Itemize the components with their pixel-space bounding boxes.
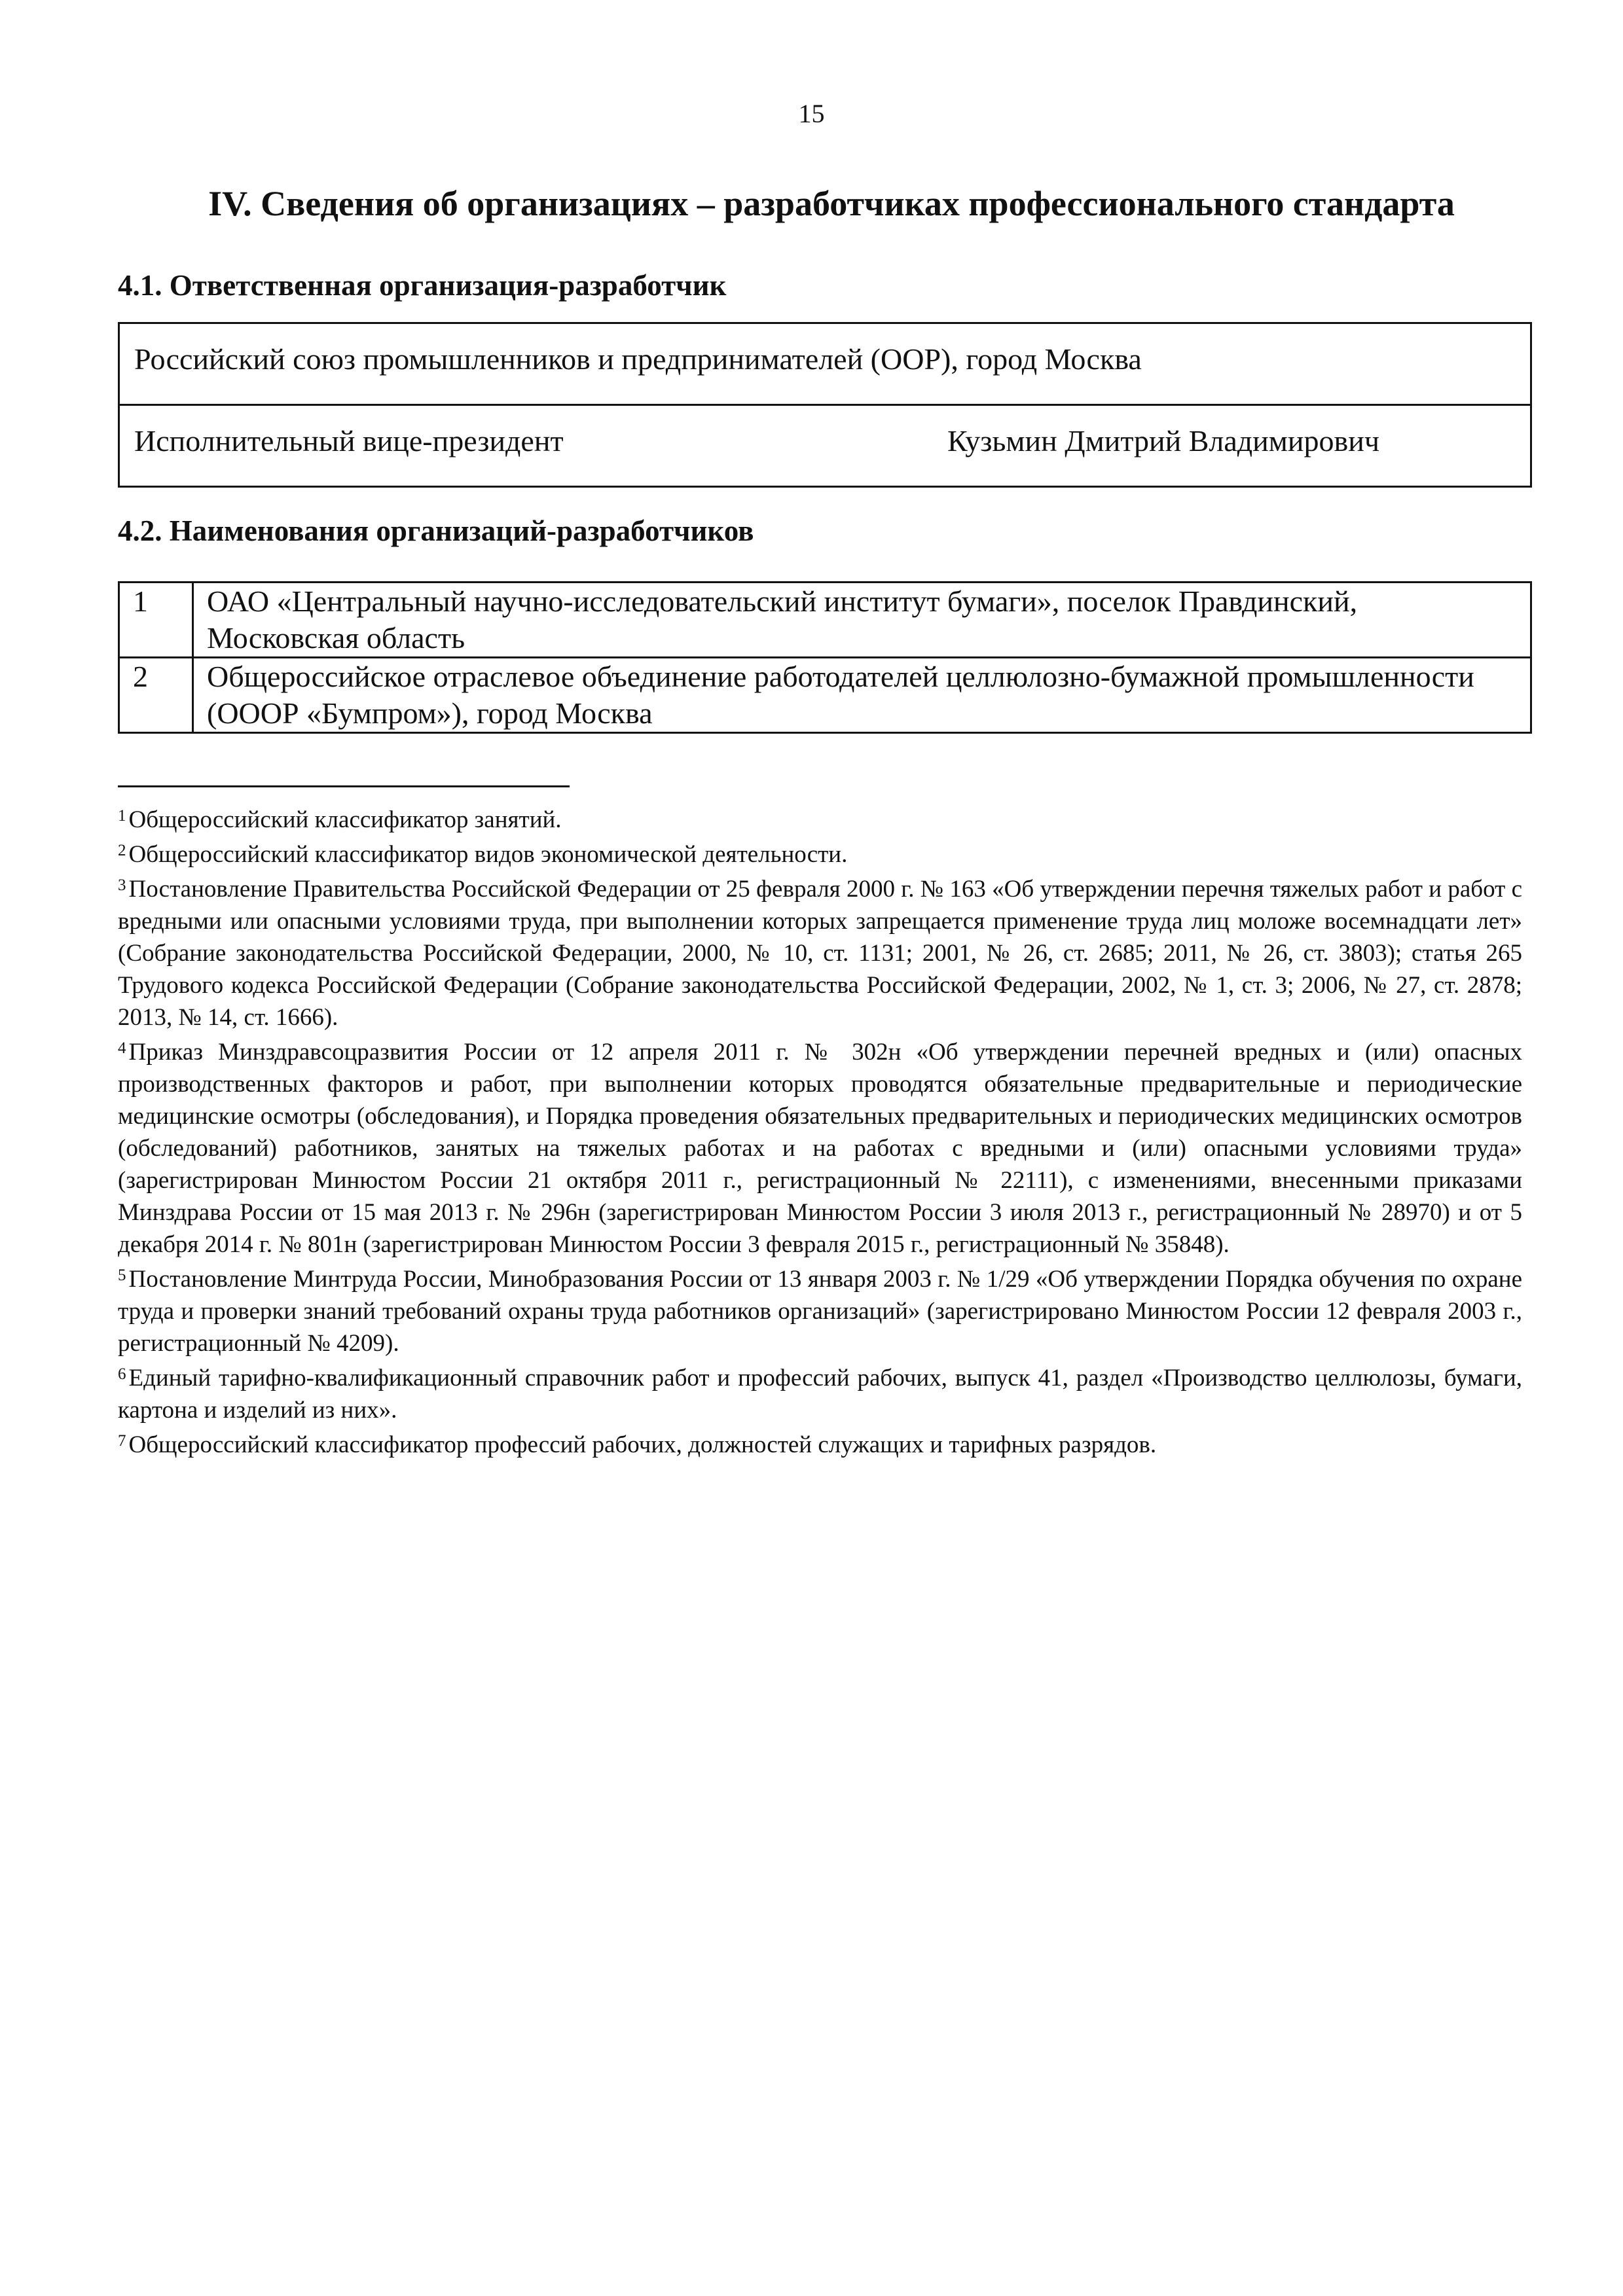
- row-number-cell: 1: [119, 583, 193, 658]
- table-row: [119, 583, 1531, 658]
- footnote-text: Постановление Правительства Российской Федерации от 25 февраля 2000 г. № 163 «Об утверждении перечня тяжелых работ и работ с вредными или опасными условиями труда, при выполнении которых запрещается применение труда лиц моложе восемнадцати лет» (Собрание законодательства Российской Федерации, 2000, № 10, ст. 1131; 2001, № 26, ст. 2685; 2011, № 26, ст. 3803); статья 265 Трудового кодекса Российской Федерации (Собрание законодательства Российской Федерации, 2002, № 1, ст. 3; 2006, № 27, ст. 2878; 2013, № 14, ст. 1666).: [118, 876, 1522, 1031]
- organization-name-cell: Российский союз промышленников и предпринимателей (ООР), город Москва: [119, 323, 1531, 405]
- organization-name-cell: Общероссийское отраслевое объединение работодателей целлюлозно-бумажной промышленности (ОООР «Бумпром»), город Москва: [193, 658, 1531, 733]
- footnote-mark: 4: [118, 1039, 126, 1057]
- head-position-cell: Исполнительный вице-президент: [119, 405, 733, 487]
- footnote-separator: [118, 785, 570, 787]
- footnote-mark: 6: [118, 1365, 126, 1383]
- developer-organizations-table: [118, 581, 1532, 734]
- table-row: [119, 658, 1531, 733]
- footnote: [118, 1429, 1522, 1461]
- footnote: [118, 1362, 1522, 1426]
- footnote-text: Единый тарифно-квалификационный справочник работ и профессий рабочих, выпуск 41, раздел «Производство целлюлозы, бумаги, картона и изделий из них».: [118, 1365, 1522, 1424]
- footnotes: [118, 804, 1522, 1463]
- page-number: 15: [798, 99, 825, 128]
- row-number-cell: 2: [119, 658, 193, 733]
- footnote: [118, 1263, 1522, 1359]
- footnote-text: Общероссийский классификатор видов экономической деятельности.: [128, 841, 848, 868]
- footnote-text: Общероссийский классификатор занятий.: [128, 806, 562, 833]
- footnote: [118, 873, 1522, 1033]
- footnote-mark: 5: [118, 1266, 126, 1284]
- footnote-mark: 3: [118, 876, 126, 894]
- footnote: [118, 804, 1522, 836]
- table-row: [119, 405, 1531, 487]
- footnote: [118, 1036, 1522, 1261]
- responsible-organization-table: [118, 322, 1532, 488]
- footnote-mark: 7: [118, 1432, 126, 1450]
- footnote-mark: 2: [118, 842, 126, 859]
- footnote-text: Постановление Минтруда России, Минобразования России от 13 января 2003 г. № 1/29 «Об утверждении Порядка обучения по охране труда и проверки знаний требований охраны труда работников организаций» (зарегистрировано Минюстом России 12 февраля 2003 г., регистрационный № 4209).: [118, 1266, 1522, 1357]
- head-name-cell: Кузьмин Дмитрий Владимирович: [732, 405, 1531, 487]
- subsection-heading-developers: 4.2. Наименования организаций-разработчиков: [118, 514, 754, 547]
- footnote-text: Приказ Минздравсоцразвития России от 12 апреля 2011 г. № 302н «Об утверждении перечней вредных и (или) опасных производственных факторов и работ, при выполнении которых проводятся обязательные предварительные и периодические медицинские осмотры (обследования), и Порядка проведения обязательных предварительных и периодических медицинских осмотров (обследований) работников, занятых на тяжелых работах и на работах с вредными и (или) опасными условиями труда» (зарегистрирован Минюстом России 21 октября 2011 г., регистрационный № 22111), с изменениями, внесенными приказами Минздрава России от 15 мая 2013 г. № 296н (зарегистрирован Минюстом России 3 июля 2013 г., регистрационный № 28970) и от 5 декабря 2014 г. № 801н (зарегистрирован Минюстом России 3 февраля 2015 г., регистрационный № 35848).: [118, 1039, 1522, 1258]
- footnote: [118, 838, 1522, 870]
- footnote-text: Общероссийский классификатор профессий рабочих, должностей служащих и тарифных разрядов.: [128, 1431, 1157, 1458]
- footnote-mark: 1: [118, 807, 126, 825]
- section-title: IV. Сведения об организациях – разработчиках профессионального стандарта: [208, 184, 1455, 223]
- subsection-heading-responsible: 4.1. Ответственная организация-разработчик: [118, 269, 727, 302]
- table-row: [119, 323, 1531, 405]
- organization-name-cell: ОАО «Центральный научно-исследовательский институт бумаги», поселок Правдинский, Московская область: [193, 583, 1531, 658]
